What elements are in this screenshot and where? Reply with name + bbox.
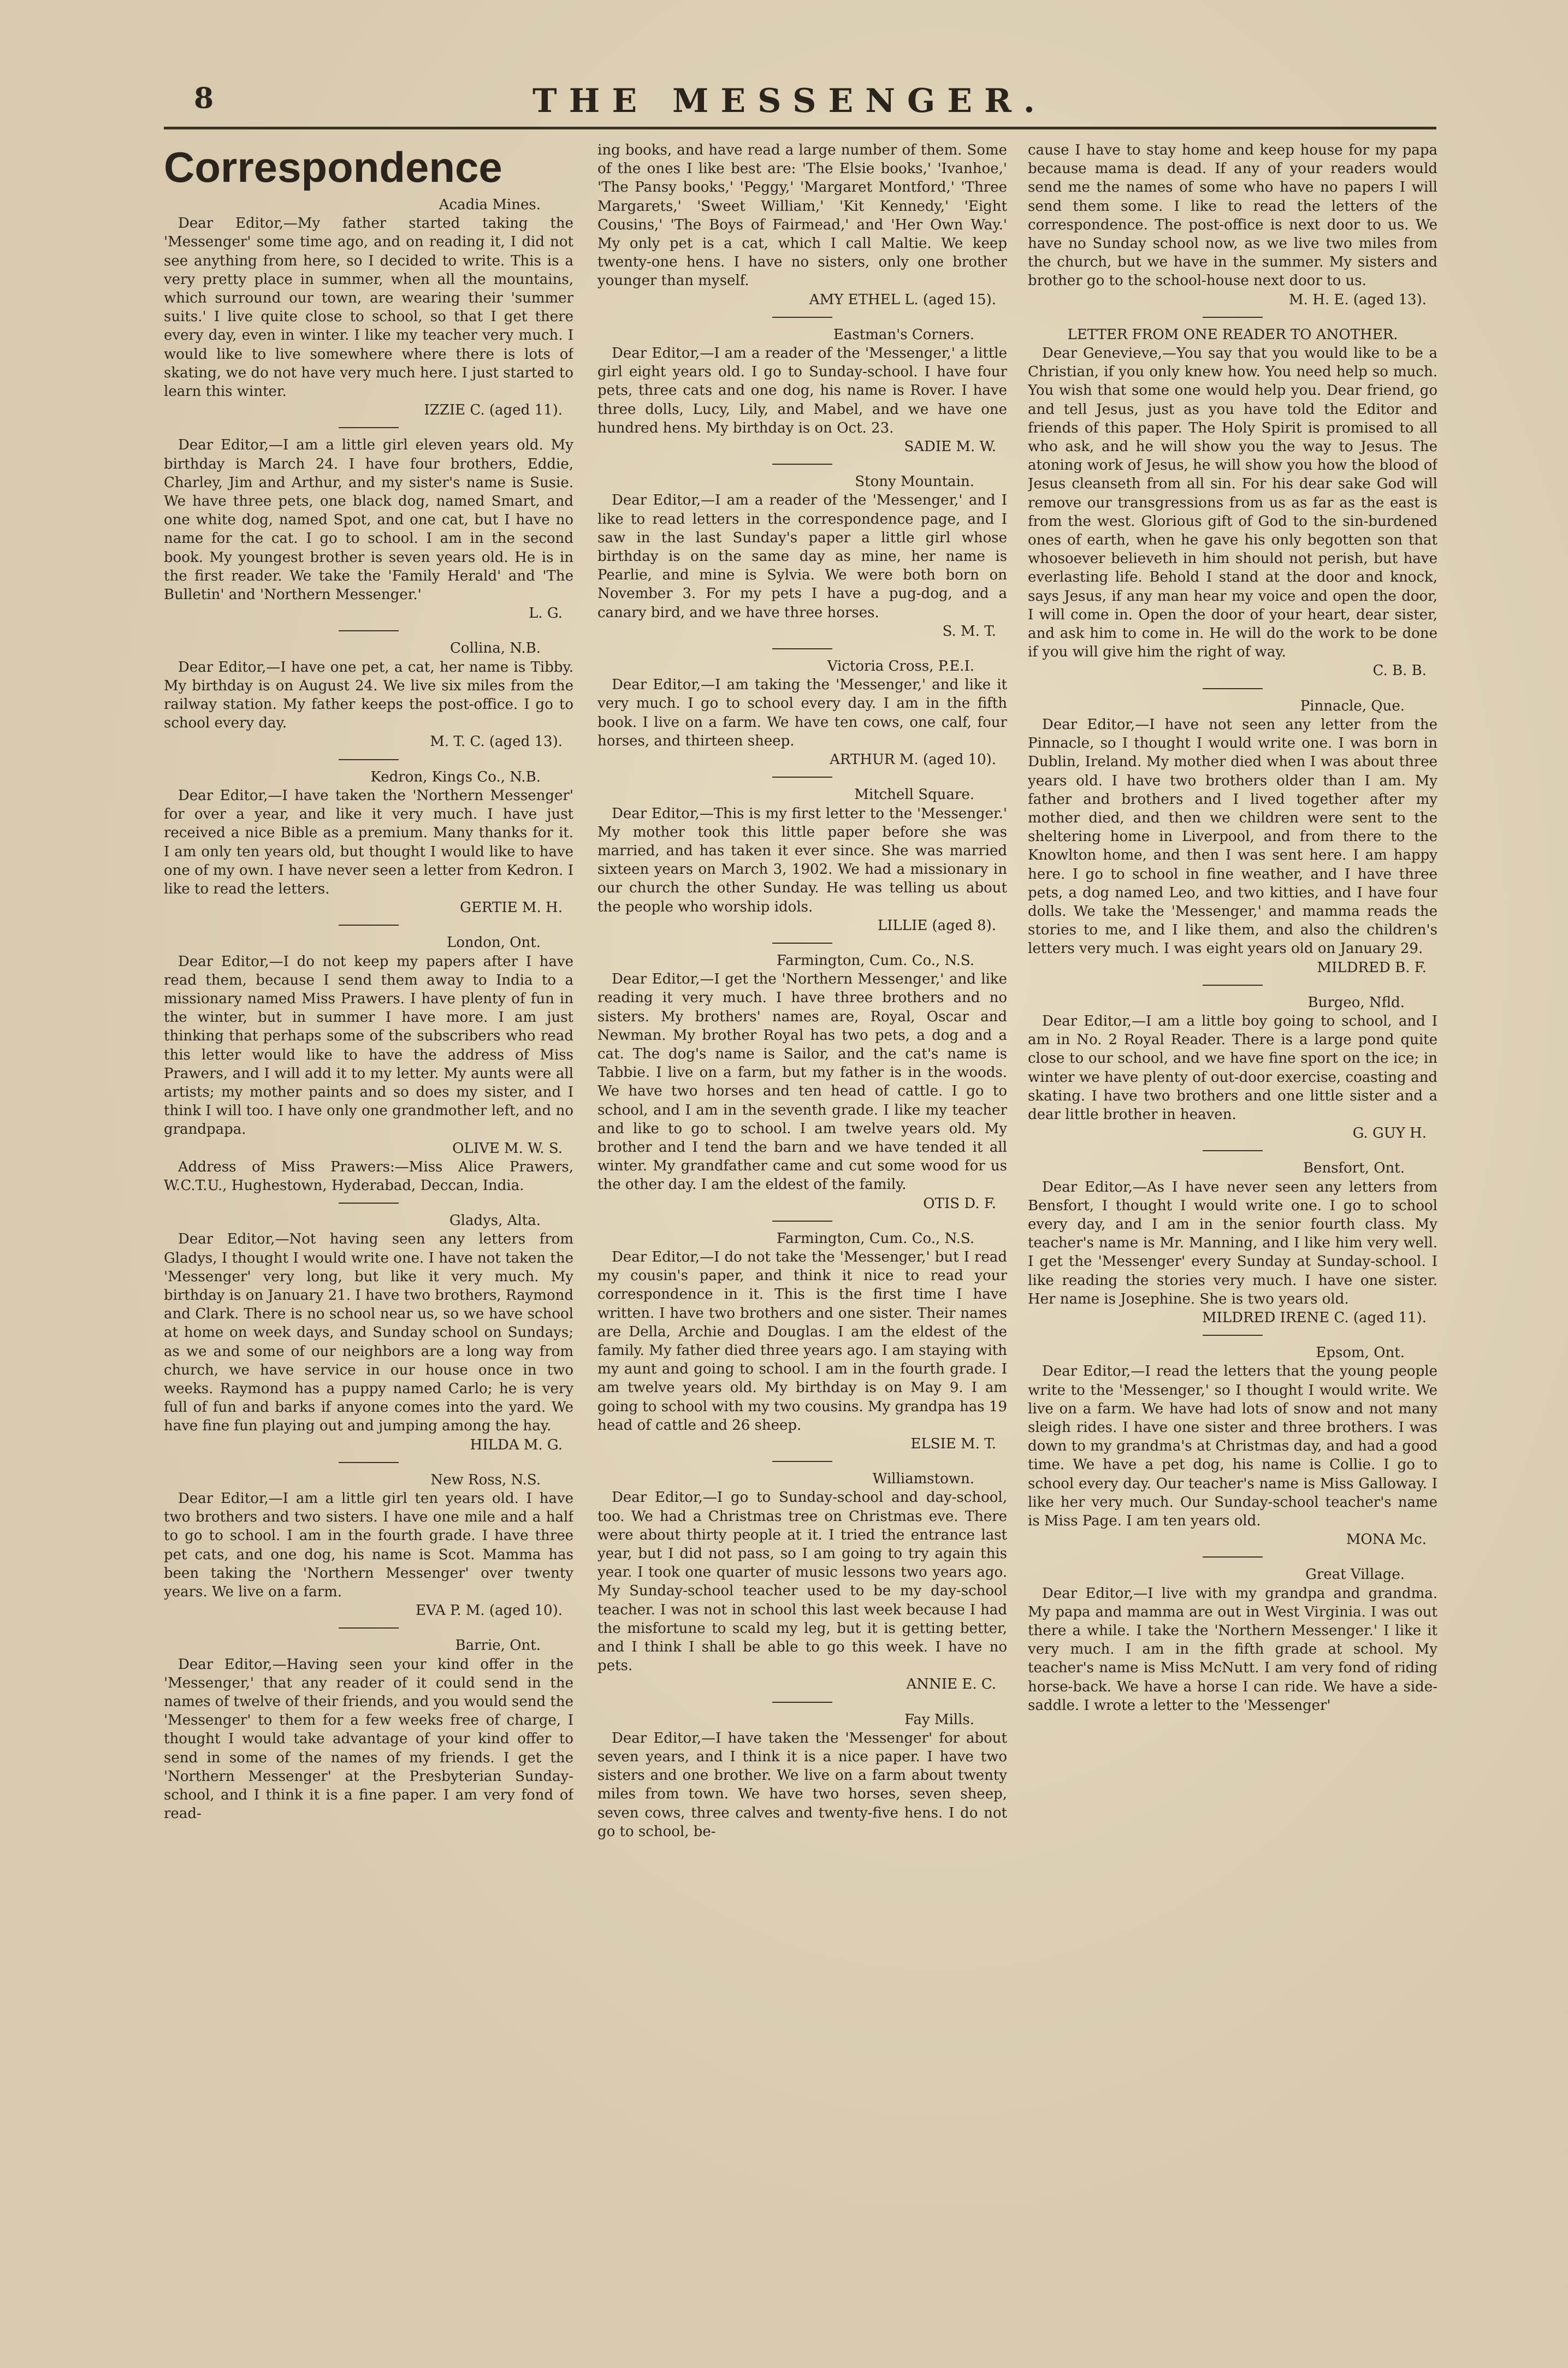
letter-signature: L. G. <box>529 605 563 622</box>
letter <box>597 464 1007 641</box>
separator-rule <box>339 1203 399 1204</box>
letter <box>1028 985 1437 1143</box>
letter-postscript: Address of Miss Prawers:—Miss Alice Prawers, W.C.T.U., Hughestown, Hyderabad, Deccan, India. <box>164 1158 573 1194</box>
separator-rule <box>772 1221 832 1222</box>
letter-location: Great Village. <box>1305 1566 1405 1583</box>
letter-location: Mitchell Square. <box>854 786 974 803</box>
letter-location: Collina, N.B. <box>450 640 541 657</box>
letter <box>597 317 1007 456</box>
separator-rule <box>772 317 832 318</box>
letter-location: Epsom, Ont. <box>1316 1345 1405 1361</box>
separator-rule <box>772 1702 832 1703</box>
letter-body: Dear Editor,—My father started taking the 'Messenger' some time ago, and on reading it, I did not see anything from here, so I decided to write. This is a very pretty place in summer, when all the mountains, which surround our town, are wearing their 'summer suits.' I live quite close to school, so that I get there every day, even in winter. I like my teacher very much. I would like to live somewhere where there is lots of skating, we do not have very much here. I just started to learn this winter. <box>164 215 573 400</box>
letter-body: Dear Editor,—I have taken the 'Northern Messenger' for over a year, and like it very much. I have just received a nice Bible as a premium. Many thanks for it. I am only ten years old, but thought I would like to have one of my own. I have never seen a letter from Kedron. I like to read the letters. <box>164 787 573 897</box>
letter-body: Dear Editor,—I am a reader of the 'Messenger,' a little girl eight years old. I go to Sunday-school. I have four pets, three cats and one dog, his name is Rover. I have three dolls, Lucy, Lily, and Mabel, and we have one hundred hens. My birthday is on Oct. 23. <box>597 345 1007 436</box>
column-1 <box>164 141 573 2314</box>
letter <box>1028 688 1437 977</box>
letter-body: Dear Editor,—I have not seen any letter from the Pinnacle, so I thought I would write one. I was born in Dublin, Ireland. My mother died when I was about three years old. I have two brothers older than I am. My father and brothers and I lived together after my mother died, and then we children were sent to the sheltering home in Liverpool, and from there to the Knowlton home, and then I was sent here. I am happy here. I go to school in fine weather, and I have three pets, a dog named Leo, and two kitties, and I have four dolls. We take the 'Messenger,' and mamma reads the stories to me, and I like them, and also the children's letters very much. I was eight years old on January 29. <box>1028 716 1437 957</box>
letter-location: Farmington, Cum. Co., N.S. <box>776 1230 974 1247</box>
letter-body: Dear Editor,—I read the letters that the young people write to the 'Messenger,' so I thought I would write. We live on a farm. We have had lots of snow and not many sleigh rides. I have one sister and three brothers. I was down to my grandma's at Christmas day, and had a good time. We have a pet dog, his name is Collie. I go to school every day. Our teacher's name is Miss Galloway. I like her very much. Our Sunday-school teacher's name is Miss Page. I am ten years old. <box>1028 1363 1437 1530</box>
letter-body: Dear Editor,—Not having seen any letters from Gladys, I thought I would write one. I have not taken the 'Messenger' very long, but like it very much. My birthday is on January 21. I have two brothers, Raymond and Clark. There is no school near us, so we have school at home on week days, and Sunday school on Sundays; as we and some of our neighbors are a long way from church, we have service in our house once in two weeks. Raymond has a puppy named Carlo; he is very full of fun and barks if anyone comes into the yard. We have fine fun playing out and jumping among the hay. <box>164 1231 573 1435</box>
separator-rule <box>772 777 832 778</box>
column-2 <box>597 141 1007 2314</box>
separator-rule <box>339 925 399 926</box>
letter <box>164 759 573 917</box>
letter <box>597 141 1007 309</box>
letter-body: Dear Editor,—I live with my grandpa and grandma. My papa and mamma are out in West Virginia. I was out there a while. I take the 'Northern Messenger.' I like it very much. I am in the fifth grade at school. My teacher's name is Miss McNutt. I am very fond of riding horse-back. We have a horse I can ride. We have a side-saddle. I wrote a letter to the 'Messenger' <box>1028 1585 1437 1714</box>
letter-location: Acadia Mines. <box>439 197 541 213</box>
letter-location: Pinnacle, Que. <box>1300 697 1405 714</box>
header-rule <box>164 127 1436 129</box>
separator-rule <box>772 1461 832 1462</box>
letter-signature: M. T. C. (aged 13). <box>430 733 563 750</box>
letter-signature: G. GUY H. <box>1352 1125 1427 1142</box>
separator-rule <box>1203 688 1263 689</box>
letter <box>164 1203 573 1454</box>
letter-body: Dear Editor,—This is my first letter to the 'Messenger.' My mother took this little paper before she was married, and has taken it ever since. She was married sixteen years on March 3, 1902. We had a missionary in our church the other Sunday. He was telling us about the people who worship idols. <box>597 805 1007 915</box>
letter <box>164 630 573 751</box>
letter <box>597 648 1007 769</box>
letter-signature: C. B. B. <box>1372 662 1427 679</box>
letter-location: Stony Mountain. <box>855 473 974 490</box>
separator-rule <box>1203 985 1263 986</box>
separator-rule <box>1203 1150 1263 1151</box>
letter <box>597 943 1007 1213</box>
letter-location: Burgeo, Nfld. <box>1307 994 1405 1011</box>
separator-rule <box>339 1627 399 1629</box>
letter <box>597 1221 1007 1453</box>
separator-rule <box>1203 1335 1263 1336</box>
letter-body: Dear Editor,—I am taking the 'Messenger,' and like it very much. I go to school every day. I am in the fifth book. I live on a farm. We have ten cows, one calf, four horses, and thirteen sheep. <box>597 677 1007 749</box>
letter-location: Farmington, Cum. Co., N.S. <box>776 952 974 969</box>
letter-signature: MILDRED B. F. <box>1317 959 1427 976</box>
separator-rule <box>339 427 399 428</box>
letter-location: Victoria Cross, P.E.I. <box>827 658 974 675</box>
letter <box>597 1702 1007 1841</box>
separator-rule <box>772 943 832 944</box>
letter-body: Dear Editor,—Having seen your kind offer in the 'Messenger,' that any reader of it could send in the names of twelve of their friends, and you would send the 'Messenger' to them for a few weeks free of charge, I thought I would take advantage of your kind offer to send in some of the names of my friends. I get the 'Northern Messenger' at the Presbyterian Sunday-school, and I think it is a fine paper. I am very fond of read- <box>164 1656 573 1822</box>
separator-rule <box>1203 317 1263 318</box>
letter-body: Dear Editor,—I am a reader of the 'Messenger,' and I like to read letters in the correspondence page, and I saw in the last Sunday's paper a little girl whose birthday is on the same day as mine, her name is Pearlie, and mine is Sylvia. We were both born on November 3. For my pets I have a pug-dog, and a canary bird, and we have three horses. <box>597 492 1007 621</box>
separator-rule <box>339 630 399 631</box>
letter-signature: ARTHUR M. (aged 10). <box>830 751 996 768</box>
letter <box>164 427 573 623</box>
column-3 <box>1028 141 1437 2314</box>
letter-signature: GERTIE M. H. <box>460 899 563 916</box>
letter-signature: M. H. E. (aged 13). <box>1289 291 1427 308</box>
separator-rule <box>339 759 399 760</box>
letter-body: Dear Editor,—I go to Sunday-school and day-school, too. We had a Christmas tree on Christmas eve. There were about thirty people at it. I tried the entrance last year, but I did not pass, so I am going to try again this year. I took one quarter of music lessons two years ago. My Sunday-school teacher used to be my day-school teacher. I was not in school this last week because I had the misfortune to scald my leg, but it is getting better, and I think I shall be able to go this week. I have no pets. <box>597 1489 1007 1674</box>
letter-signature: SADIE M. W. <box>904 439 996 455</box>
separator-rule <box>772 648 832 649</box>
letter-body: Dear Editor,—I have one pet, a cat, her name is Tibby. My birthday is on August 24. We live six miles from the railway station. My father keeps the post-office. I go to school every day. <box>164 659 573 732</box>
letter-location: Bensfort, Ont. <box>1303 1160 1405 1177</box>
section-heading: Correspondence <box>164 143 502 191</box>
letter-location: London, Ont. <box>446 934 541 951</box>
page-number: 8 <box>194 82 214 115</box>
letter-body: Dear Editor,—I am a little boy going to school, and I am in No. 2 Royal Reader. There is a large pond quite close to our school, and we have fine sport on the ice; in winter we have plenty of out-door exercise, coasting and skating. I have two brothers and one little sister and a dear little brother in heaven. <box>1028 1013 1437 1123</box>
letter-body: Dear Editor,—I do not keep my papers after I have read them, because I send them away to India to a missionary named Miss Prawers. I have plenty of fun in the winter, but in summer I have more. I am just thinking that perhaps some of the subscribers who read this letter would like to have the address of Miss Prawers, and I will add it to my letter. My aunts were all artists; my mother paints and so does my sister, and I think I will too. I have only one grandmother left, and no grandpapa. <box>164 953 573 1138</box>
letter <box>1028 141 1437 309</box>
letter-location: Kedron, Kings Co., N.B. <box>370 768 541 785</box>
letter <box>1028 317 1437 680</box>
letter-signature: MONA Mc. <box>1346 1531 1427 1548</box>
newspaper-title: THE MESSENGER. <box>532 82 1047 120</box>
letter-location: New Ross, N.S. <box>430 1471 541 1488</box>
letter-body: Dear Editor,—I am a little girl eleven years old. My birthday is March 24. I have four brothers, Eddie, Charley, Jim and Arthur, and my sister's name is Susie. We have three pets, one black dog, named Smart, and one white dog, named Spot, and one cat, but I have no name for the cat. I go to school. I am in the second book. My youngest brother is seven years old. He is in the first reader. We take the 'Family Herald' and 'The Bulletin' and 'Northern Messenger.' <box>164 437 573 603</box>
letter-signature: EVA P. M. (aged 10). <box>415 1602 563 1619</box>
letter-signature: IZZIE C. (aged 11). <box>424 402 563 419</box>
letter-body: Dear Genevieve,—You say that you would like to be a Christian, if you only knew how. You need help so much. You wish that some one would help you. Dear friend, go and tell Jesus, just as you have told the Editor and friends of this paper. The Holy Spirit is promised to all who ask, and he will show you the way to Jesus. The atoning work of Jesus, he will show you how the blood of Jesus cleanseth from all sin. For his dear sake God will remove our transgressions from us as far as the east is from the west. Glorious gift of God to the sin-burdened ones of earth, when he gave his only begotten son that whosoever believeth in him should not perish, but have everlasting life. Behold I stand at the door and knock, says Jesus, if any man hear my voice and open the door, I will come in. Open the door of your heart, dear sister, and ask him to come in. He will do the work to be done if you will give him the right of way. <box>1028 345 1437 661</box>
letter-signature: OLIVE M. W. S. <box>452 1140 563 1157</box>
letter-signature: HILDA M. G. <box>470 1436 563 1453</box>
letter <box>597 777 1007 935</box>
letter-location: Eastman's Corners. <box>833 326 974 343</box>
separator-rule <box>1203 1556 1263 1558</box>
letter-body: ing books, and have read a large number of them. Some of the ones I like best are: 'The Elsie books,' 'Ivanhoe,' 'The Pansy books,' 'Peggy,' 'Margaret Montford,' 'Three Margarets,' 'Sweet William,' 'Kit Kennedy,' 'Eight Cousins,' 'The Boys of Fairmead,' and 'Her Own Way.' My only pet is a cat, which I call Maltie. We keep twenty-one hens. I have no sisters, only one brother younger than myself. <box>597 142 1007 289</box>
letter <box>597 1461 1007 1694</box>
letter-signature: ANNIE E. C. <box>906 1676 996 1693</box>
letter-body: cause I have to stay home and keep house for my papa because mama is dead. If any of your readers would send me the names of some who have no papers I will send them some. I like to read the letters of the correspondence. The post-office is next door to us. We have no Sunday school now, as we live two miles from the church, but we have in the summer. My sisters and brother go to the school-house next door to us. <box>1028 142 1437 289</box>
letter-body: Dear Editor,—I do not take the 'Messenger,' but I read my cousin's paper, and think it nice to read your correspondence in it. This is the first time I have written. I have two brothers and one sister. Their names are Della, Archie and Douglas. I am the eldest of the family. My father died three years ago. I am staying with my aunt and going to school. I am in the fourth grade. I am twelve years old. My birthday is on May 9. I am going to school with my two cousins. My grandpa has 19 head of cattle and 26 sheep. <box>597 1248 1007 1434</box>
letter <box>1028 1335 1437 1549</box>
letter-location: Williamstown. <box>872 1471 974 1488</box>
letter-signature: MILDRED IRENE C. (aged 11). <box>1202 1309 1427 1326</box>
letter <box>164 1462 573 1620</box>
letter-signature: S. M. T. <box>942 623 996 640</box>
letter-signature: OTIS D. F. <box>923 1195 996 1212</box>
letter <box>164 1627 573 1823</box>
letter-location: Fay Mills. <box>904 1711 974 1728</box>
letter-location: Gladys, Alta. <box>449 1212 541 1229</box>
letter-body: Dear Editor,—As I have never seen any letters from Bensfort, I thought I would write one. I go to school every day, and I am in the senior fourth class. My teacher's name is Mr. Manning, and I like him very well. I get the 'Messenger' every Sunday at Sunday-school. I like reading the stories very much. I have one sister. Her name is Josephine. She is two years old. <box>1028 1179 1437 1307</box>
letter-body: Dear Editor,—I have taken the 'Messenger' for about seven years, and I think it is a nice paper. I have two sisters and one brother. We live on a farm about twenty miles from town. We have two horses, seven sheep, seven cows, three calves and twenty-five hens. I do not go to school, be- <box>597 1730 1007 1840</box>
separator-rule <box>772 464 832 465</box>
page-header <box>194 82 1455 126</box>
letter-signature: AMY ETHEL L. (aged 15). <box>809 291 996 308</box>
letter-body: Dear Editor,—I get the 'Northern Messenger,' and like reading it very much. I have three brothers and no sisters. My brothers' names are, Royal, Oscar and Newman. My brother Royal has two pets, a dog and a cat. The dog's name is Sailor, and the cat's name is Tabbie. I live on a farm, but my father is in the woods. We have two horses and ten head of cattle. I go to school, and I am in the seventh grade. I like my teacher and like to go to school. I am twelve years old. My brother and I tend the barn and we have tended it all winter. My grandfather came and cut some wood for us the other day. I am the eldest of the family. <box>597 971 1007 1193</box>
letter-location: Barrie, Ont. <box>455 1637 541 1654</box>
letter-body: Dear Editor,—I am a little girl ten years old. I have two brothers and two sisters. I have one mile and a half to go to school. I am in the fourth grade. I have three pet cats, and one dog, his name is Scot. Mamma has been taking the 'Northern Messenger' over twenty years. We live on a farm. <box>164 1490 573 1601</box>
letter-signature: LILLIE (aged 8). <box>877 917 996 934</box>
letter-signature: ELSIE M. T. <box>910 1436 996 1452</box>
letter <box>164 925 573 1195</box>
letter <box>164 196 573 419</box>
letter-title: LETTER FROM ONE READER TO ANOTHER. <box>1067 326 1398 343</box>
letter <box>1028 1150 1437 1327</box>
separator-rule <box>339 1462 399 1463</box>
letter <box>1028 1556 1437 1715</box>
